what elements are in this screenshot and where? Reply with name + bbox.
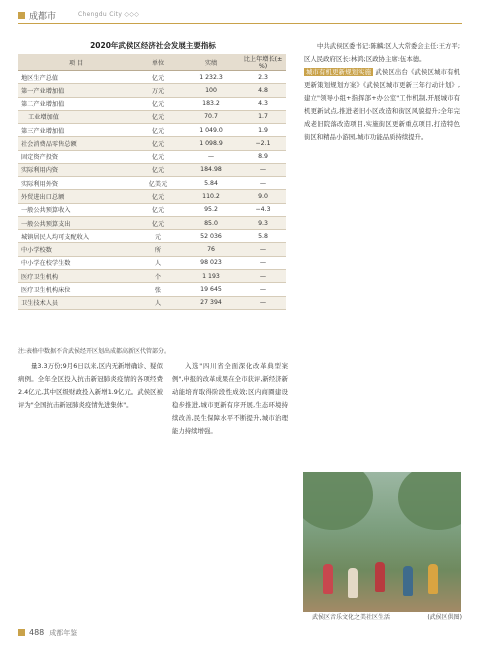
photo-caption: 武侯区音乐文化之美社区生活 bbox=[312, 614, 391, 621]
table-row bbox=[18, 97, 286, 110]
row-value: 1 098.9 bbox=[182, 137, 240, 150]
paragraph: 量3.3万份;9月6日以来,区内无新增确诊、疑似病例。全年全区投入抗击新冠肺炎疫情的各项经费2.4亿元,其中区级财政投入新增1.9亿元。武侯区被评为"全国抗击新冠肺炎疫情先进集体"。 bbox=[18, 362, 163, 409]
row-unit: 亿元 bbox=[134, 190, 182, 203]
row-unit: 万元 bbox=[134, 84, 182, 97]
row-value: 1 193 bbox=[182, 269, 240, 282]
row-growth: 4.3 bbox=[240, 97, 286, 110]
paragraph: 入选"四川省全面深化改革典型案例",申报的改革成果在全市获评,新经济新动能培育取得阶段性成效;区内商圈建设稳步推进,城市更新有序开展,生态环境持续改善,民生保障水平不断提升,城市治理能力持续增强。 bbox=[172, 362, 288, 435]
section-paragraph bbox=[304, 66, 460, 144]
row-label: 中小学在校学生数 bbox=[18, 256, 134, 269]
row-unit: 亿美元 bbox=[134, 177, 182, 190]
row-unit: 元 bbox=[134, 230, 182, 243]
section-title: 成都市 bbox=[29, 12, 57, 22]
row-growth: 1.9 bbox=[240, 124, 286, 137]
row-value: 76 bbox=[182, 243, 240, 256]
row-label: 城镇居民人均可支配收入 bbox=[18, 230, 134, 243]
table-body bbox=[18, 71, 286, 310]
table-header-row bbox=[18, 54, 286, 71]
row-label: 中小学校数 bbox=[18, 243, 134, 256]
row-value: 98 023 bbox=[182, 256, 240, 269]
table-row bbox=[18, 230, 286, 243]
person-figure bbox=[375, 562, 385, 592]
table-row bbox=[18, 216, 286, 229]
table-row bbox=[18, 110, 286, 123]
tree-canopy bbox=[303, 472, 373, 530]
table-row bbox=[18, 203, 286, 216]
row-unit: 亿元 bbox=[134, 124, 182, 137]
row-unit: 亿元 bbox=[134, 137, 182, 150]
row-value: 70.7 bbox=[182, 110, 240, 123]
table-row bbox=[18, 243, 286, 256]
row-label: 一般公共预算收入 bbox=[18, 203, 134, 216]
row-value: — bbox=[182, 150, 240, 163]
indicator-table bbox=[18, 54, 286, 310]
person-figure bbox=[403, 566, 413, 596]
row-value: 183.2 bbox=[182, 97, 240, 110]
row-unit: 亿元 bbox=[134, 150, 182, 163]
row-value: 110.2 bbox=[182, 190, 240, 203]
table-row bbox=[18, 177, 286, 190]
column-header: 实绩 bbox=[182, 54, 240, 71]
row-label: 固定资产投资 bbox=[18, 150, 134, 163]
row-value: 95.2 bbox=[182, 203, 240, 216]
column-header: 单位 bbox=[134, 54, 182, 71]
row-label: 医疗卫生机构 bbox=[18, 269, 134, 282]
table-row bbox=[18, 256, 286, 269]
row-unit: 个 bbox=[134, 269, 182, 282]
row-growth: 8.9 bbox=[240, 150, 286, 163]
footer-marker bbox=[18, 629, 25, 636]
row-value: 1 232.3 bbox=[182, 71, 240, 84]
row-unit: 亿元 bbox=[134, 163, 182, 176]
row-value: 19 645 bbox=[182, 283, 240, 296]
row-value: 85.0 bbox=[182, 216, 240, 229]
page-footer bbox=[18, 628, 77, 638]
row-label: 实际利用外资 bbox=[18, 177, 134, 190]
row-growth: — bbox=[240, 177, 286, 190]
row-growth: −2.1 bbox=[240, 137, 286, 150]
row-growth: — bbox=[240, 256, 286, 269]
table-row bbox=[18, 269, 286, 282]
row-growth: 5.8 bbox=[240, 230, 286, 243]
row-value: 52 036 bbox=[182, 230, 240, 243]
row-value: 100 bbox=[182, 84, 240, 97]
row-growth: 9.0 bbox=[240, 190, 286, 203]
text-column-2 bbox=[172, 360, 288, 622]
row-unit: 亿元 bbox=[134, 203, 182, 216]
row-growth: 9.3 bbox=[240, 216, 286, 229]
person-figure bbox=[323, 564, 333, 594]
table-row bbox=[18, 163, 286, 176]
row-unit: 亿元 bbox=[134, 216, 182, 229]
column-header: 项 目 bbox=[18, 54, 134, 71]
person-figure bbox=[428, 564, 438, 594]
text-column-1 bbox=[18, 360, 163, 622]
row-growth: 1.7 bbox=[240, 110, 286, 123]
row-unit: 亿元 bbox=[134, 110, 182, 123]
row-growth: — bbox=[240, 243, 286, 256]
table-note: 注:表格中数据不含武侯经开区划出成都高新区代管部分。 bbox=[18, 348, 171, 355]
person-figure bbox=[348, 568, 358, 598]
row-unit: 所 bbox=[134, 243, 182, 256]
row-label: 一般公共预算支出 bbox=[18, 216, 134, 229]
table-row bbox=[18, 190, 286, 203]
row-growth: −4.3 bbox=[240, 203, 286, 216]
row-label: 第三产业增加值 bbox=[18, 124, 134, 137]
running-header bbox=[18, 8, 462, 24]
row-unit: 亿元 bbox=[134, 97, 182, 110]
subsection-title: 城市有机更新规划实施 bbox=[306, 68, 372, 76]
row-growth: — bbox=[240, 163, 286, 176]
row-unit: 张 bbox=[134, 283, 182, 296]
row-growth: — bbox=[240, 283, 286, 296]
row-label: 医疗卫生机构床位 bbox=[18, 283, 134, 296]
leaders-paragraph: 中共武侯区委书记:陈麟;区人大常委会主任:王方平;区人民政府区长:林鸿;区政协主席:伍本德。 bbox=[304, 42, 460, 63]
row-growth: — bbox=[240, 296, 286, 309]
row-unit: 人 bbox=[134, 256, 182, 269]
tree-canopy bbox=[398, 472, 461, 530]
row-label: 外贸进出口总额 bbox=[18, 190, 134, 203]
text-column-3 bbox=[304, 40, 460, 474]
row-unit: 亿元 bbox=[134, 71, 182, 84]
section-title-en: Chengdu City ◇◇◇ bbox=[78, 11, 140, 18]
row-label: 卫生技术人员 bbox=[18, 296, 134, 309]
table-row bbox=[18, 71, 286, 84]
table-title: 2020年武侯区经济社会发展主要指标 bbox=[90, 41, 216, 50]
row-label: 第二产业增加值 bbox=[18, 97, 134, 110]
table-row bbox=[18, 124, 286, 137]
row-growth: 2.3 bbox=[240, 71, 286, 84]
row-label: 第一产业增加值 bbox=[18, 84, 134, 97]
paragraph-body: 武侯区出台《武侯区城市有机更新策划规划方案》《武侯区城市更新三年行动计划》,建立"领导小组+指挥部+办公室"工作机制,开展城市有机更新试点,推进老旧小区改造和街区风貌提升;全年完成老旧院落改造项目,实施街区更新重点项目,打造特色街区和精品小游园,城市功能品质持续提升。 bbox=[304, 68, 460, 141]
table-row bbox=[18, 84, 286, 97]
section-marker bbox=[18, 12, 25, 19]
book-title: 成都年鉴 bbox=[49, 629, 78, 637]
row-growth: 4.8 bbox=[240, 84, 286, 97]
row-label: 地区生产总值 bbox=[18, 71, 134, 84]
column-header: 比上年增长(±%) bbox=[240, 54, 286, 71]
row-label: 实际利用内资 bbox=[18, 163, 134, 176]
table-row bbox=[18, 283, 286, 296]
row-value: 5.84 bbox=[182, 177, 240, 190]
row-growth: — bbox=[240, 269, 286, 282]
row-value: 1 049.0 bbox=[182, 124, 240, 137]
table-row bbox=[18, 150, 286, 163]
row-value: 27 394 bbox=[182, 296, 240, 309]
photo-credit: (武侯区供图) bbox=[427, 614, 462, 621]
community-photo bbox=[303, 472, 461, 612]
row-label: 社会消费品零售总额 bbox=[18, 137, 134, 150]
row-label: 工业增加值 bbox=[18, 110, 134, 123]
table-row bbox=[18, 137, 286, 150]
row-value: 184.98 bbox=[182, 163, 240, 176]
header-rule bbox=[18, 23, 462, 24]
page-number: 488 bbox=[29, 628, 45, 637]
table-row bbox=[18, 296, 286, 309]
row-unit: 人 bbox=[134, 296, 182, 309]
